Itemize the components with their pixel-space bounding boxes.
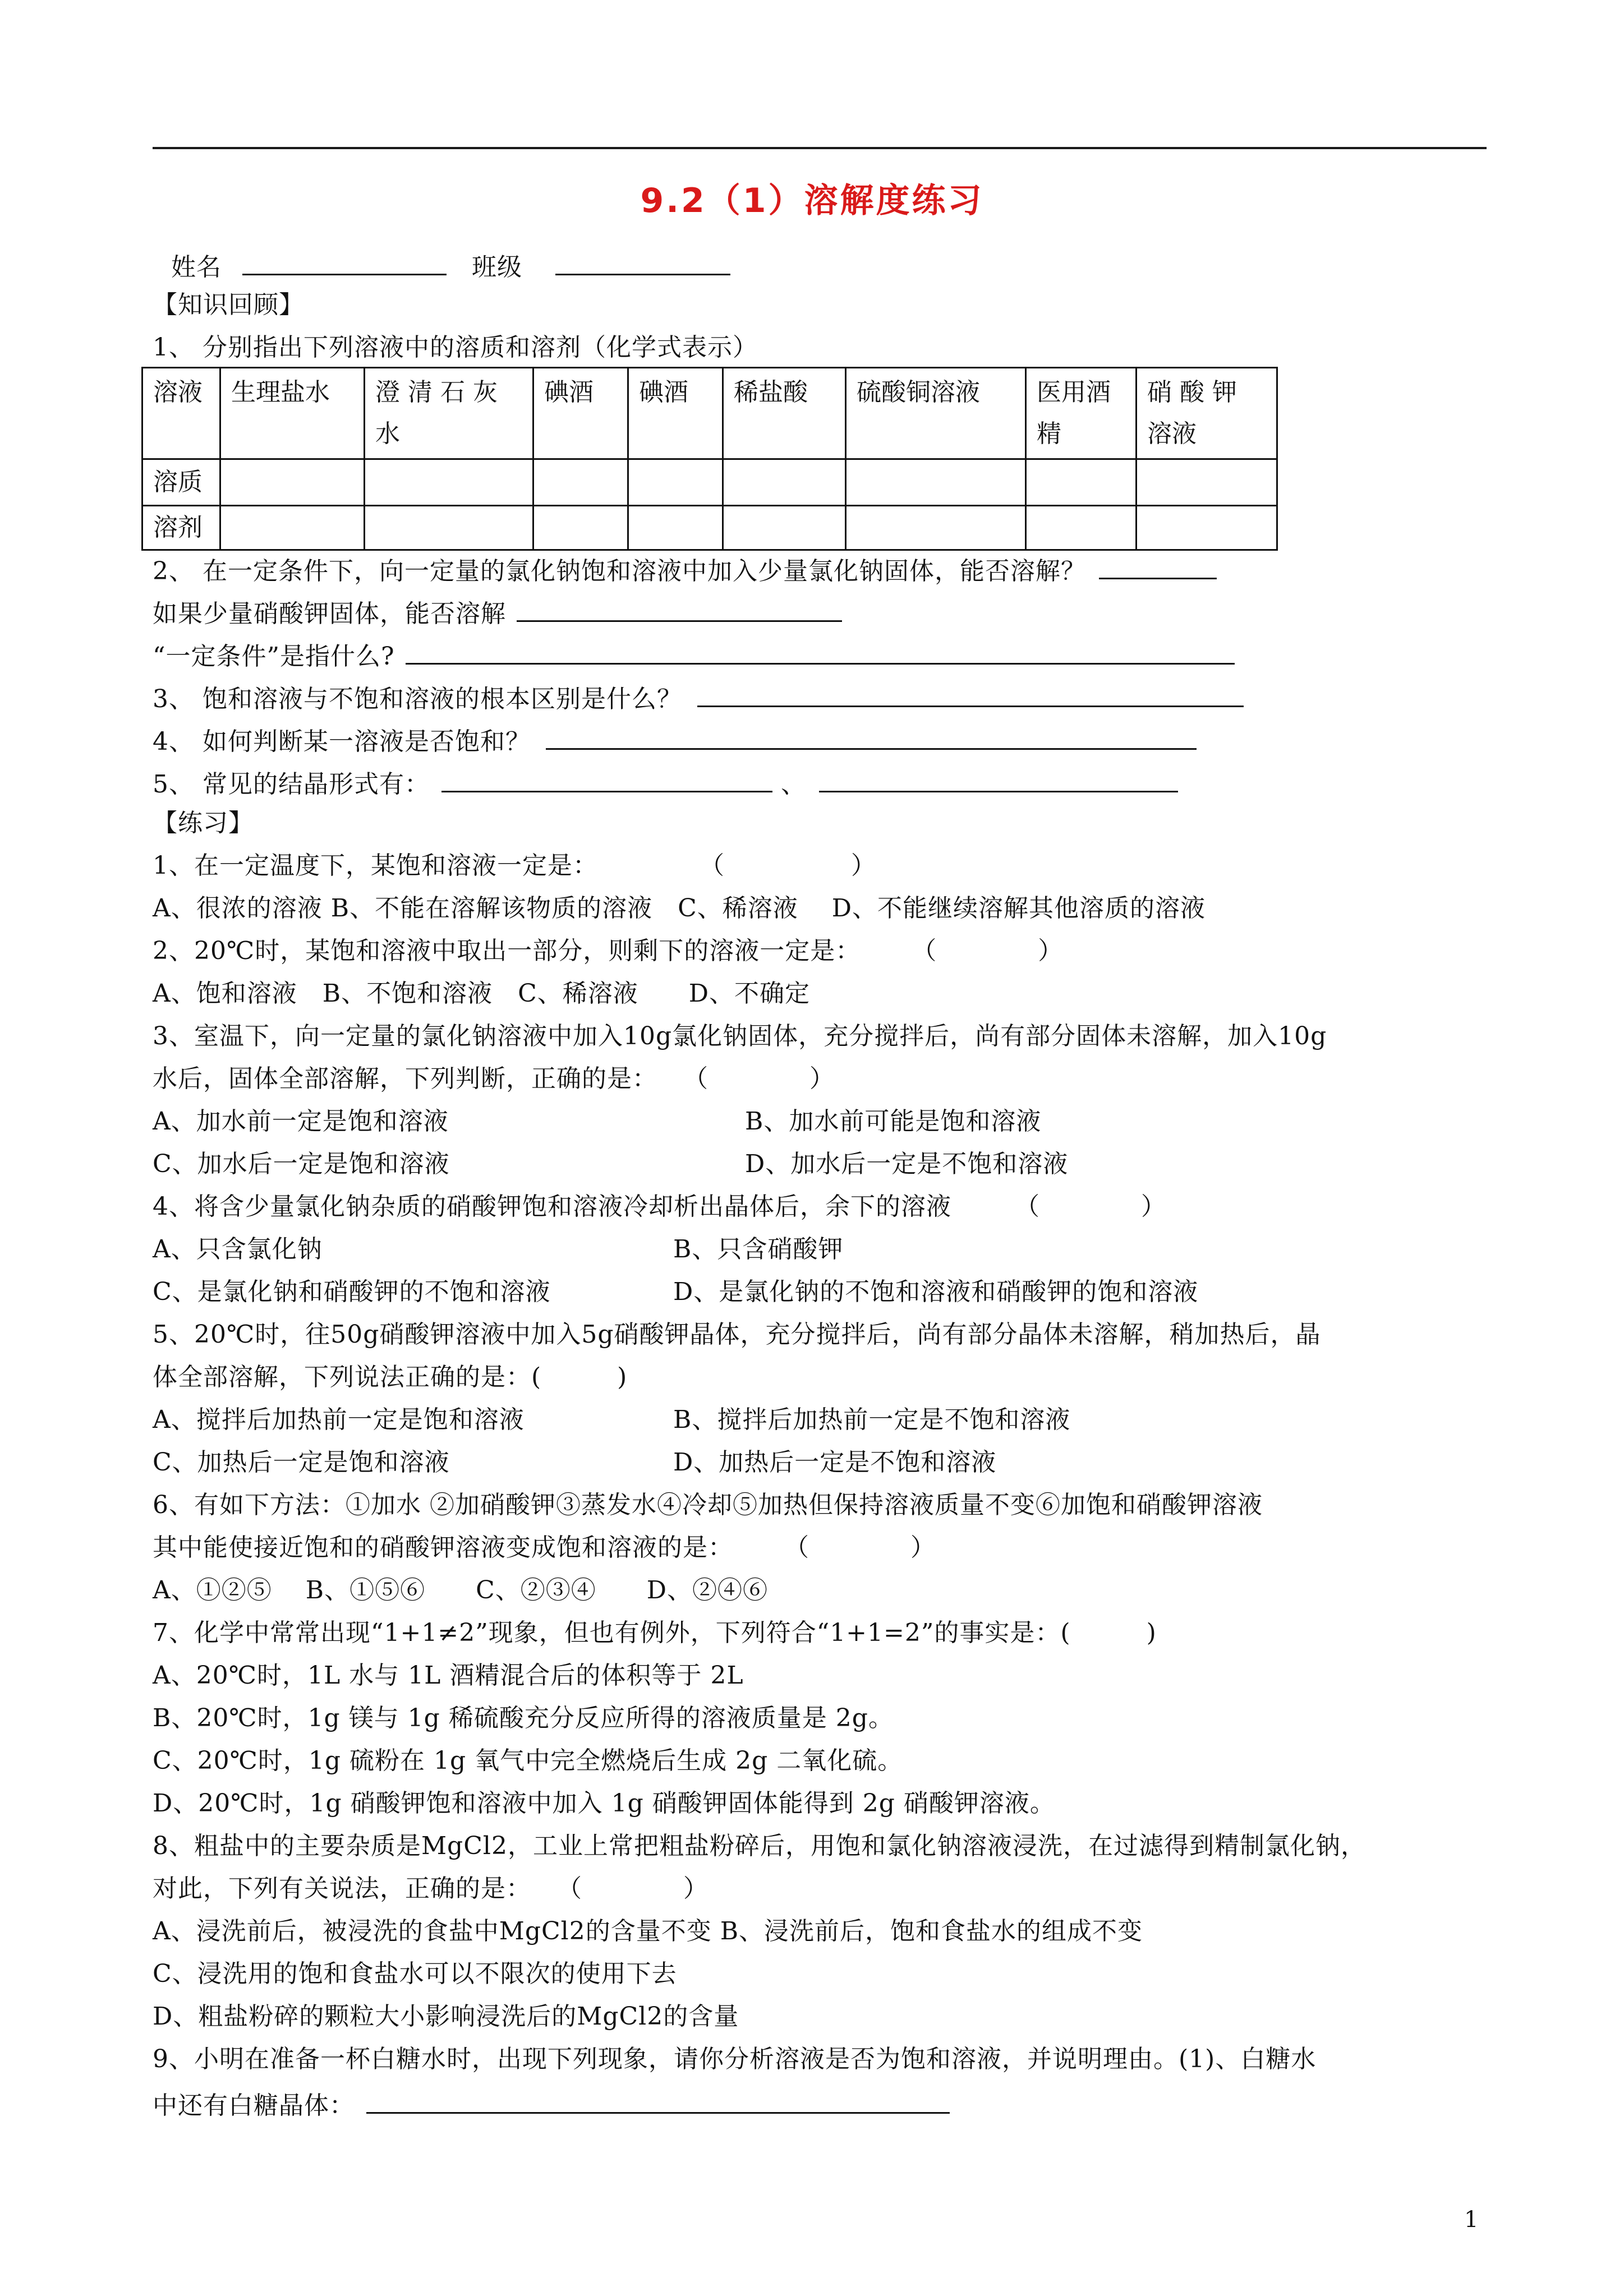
practice-q8-option-d: D、粗盐粉碎的颗粒大小影响浸洗后的MgCl2的含量 <box>153 2002 739 2031</box>
question-3-line <box>153 680 1244 715</box>
page-number: 1 <box>1464 2207 1479 2233</box>
practice-q8-option-c: C、浸洗用的饱和食盐水可以不限次的使用下去 <box>153 1960 677 1988</box>
practice-q3-option-c: C、加水后一定是饱和溶液 <box>153 1150 450 1178</box>
table-row <box>142 506 1277 550</box>
table-cell[interactable] <box>846 459 1026 506</box>
practice-q7-option-d: D、20℃时，1g 硝酸钾饱和溶液中加入 1g 硝酸钾固体能得到 2g 硝酸钾溶液。 <box>153 1789 1055 1818</box>
table-header-cell: 稀盐酸 <box>723 368 846 459</box>
practice-q5-option-c: C、加热后一定是饱和溶液 <box>153 1448 450 1477</box>
practice-q8-cont: 对此，下列有关说法，正确的是： （ ） <box>153 1874 709 1903</box>
practice-q4: 4、将含少量氯化钠杂质的硝酸钾饱和溶液冷却析出晶体后，余下的溶液 （ ） <box>153 1192 1166 1221</box>
table-header-cell: 溶液 <box>142 368 220 459</box>
practice-q6-cont: 其中能使接近饱和的硝酸钾溶液变成饱和溶液的是： （ ） <box>153 1533 936 1562</box>
practice-q5-option-a: A、搅拌后加热前一定是饱和溶液 <box>153 1405 525 1434</box>
question-4-text: 4、 如何判断某一溶液是否饱和？ <box>153 727 531 756</box>
practice-q4-option-c: C、是氯化钠和硝酸钾的不饱和溶液 <box>153 1278 551 1306</box>
practice-q5-option-b: B、搅拌后加热前一定是不饱和溶液 <box>673 1405 1071 1434</box>
practice-q1-options: A、很浓的溶液 B、不能在溶解该物质的溶液 C、稀溶液 D、不能继续溶解其他溶质的溶液 <box>153 894 1206 923</box>
question-3-text: 3、 饱和溶液与不饱和溶液的根本区别是什么？ <box>153 685 682 713</box>
table-cell[interactable] <box>1137 506 1277 550</box>
answer-field[interactable] <box>441 765 772 792</box>
table-cell[interactable] <box>1137 459 1277 506</box>
practice-q2-options: A、饱和溶液 B、不饱和溶液 C、稀溶液 D、不确定 <box>153 979 811 1008</box>
answer-field[interactable] <box>406 637 1235 665</box>
table-row-label: 溶质 <box>142 459 220 506</box>
table-cell[interactable] <box>628 506 723 550</box>
name-label: 姓名 <box>171 253 222 282</box>
solute-solvent-table <box>141 367 1278 551</box>
practice-q3-option-d: D、加水后一定是不饱和溶液 <box>745 1150 1069 1178</box>
class-field[interactable] <box>555 248 730 275</box>
answer-field[interactable] <box>517 594 842 622</box>
question-2-text: 2、 在一定条件下，向一定量的氯化钠饱和溶液中加入少量氯化钠固体，能否溶解？ <box>153 557 1086 585</box>
table-header-cell: 硝 酸 钾 溶液 <box>1137 368 1277 459</box>
practice-q3: 3、室温下，向一定量的氯化钠溶液中加入10g氯化钠固体，充分搅拌后，尚有部分固体未溶解，加入10g <box>153 1022 1327 1050</box>
practice-q7-option-a: A、20℃时，1L 水与 1L 酒精混合后的体积等于 2L <box>153 1661 744 1690</box>
question-2c-line <box>153 637 1235 672</box>
section-practice: 【练习】 <box>153 809 254 837</box>
table-cell[interactable] <box>846 506 1026 550</box>
practice-q1: 1、在一定温度下，某饱和溶液一定是： （ ） <box>153 851 876 880</box>
practice-q7-option-c: C、20℃时，1g 硫粉在 1g 氧气中完全燃烧后生成 2g 二氧化硫。 <box>153 1746 903 1775</box>
page-title: 9.2（1）溶解度练习 <box>640 181 984 220</box>
table-cell[interactable] <box>220 506 365 550</box>
practice-q5-option-d: D、加热后一定是不饱和溶液 <box>673 1448 997 1477</box>
practice-q7: 7、化学中常常出现“1+1≠2”现象，但也有例外，下列符合“1+1=2”的事实是：( ) <box>153 1619 1157 1647</box>
table-cell[interactable] <box>365 506 533 550</box>
header-rule <box>153 147 1487 149</box>
table-cell[interactable] <box>365 459 533 506</box>
table-cell[interactable] <box>533 506 628 550</box>
table-header-cell: 澄 清 石 灰 水 <box>365 368 533 459</box>
practice-q9: 9、小明在准备一杯白糖水时，出现下列现象，请你分析溶液是否为饱和溶液，并说明理由。(1)、白糖水 <box>153 2045 1317 2073</box>
question-2b-line <box>153 594 842 630</box>
answer-field[interactable] <box>697 680 1244 707</box>
practice-q8: 8、粗盐中的主要杂质是MgCl2，工业上常把粗盐粉碎后，用饱和氯化钠溶液浸洗，在过滤得到精制氯化钠， <box>153 1832 1366 1860</box>
practice-q4-option-d: D、是氯化钠的不饱和溶液和硝酸钾的饱和溶液 <box>673 1278 1199 1306</box>
table-cell[interactable] <box>533 459 628 506</box>
practice-q9-cont-line <box>153 2086 950 2122</box>
question-4-line <box>153 722 1197 758</box>
table-cell[interactable] <box>723 459 846 506</box>
name-field[interactable] <box>242 248 447 275</box>
practice-q8-option-ab: A、浸洗前后，被浸洗的食盐中MgCl2的含量不变 B、浸洗前后，饱和食盐水的组成不变 <box>153 1917 1143 1945</box>
practice-q6-options: A、①②⑤ B、①⑤⑥ C、②③④ D、②④⑥ <box>153 1576 769 1605</box>
table-header-row <box>142 368 1277 459</box>
separator-text: 、 <box>780 770 806 799</box>
answer-field[interactable] <box>819 765 1178 792</box>
table-header-cell: 生理盐水 <box>220 368 365 459</box>
table-cell[interactable] <box>628 459 723 506</box>
student-info-row <box>171 248 730 283</box>
section-review: 【知识回顾】 <box>153 291 304 319</box>
class-label: 班级 <box>472 253 522 282</box>
practice-q7-option-b: B、20℃时，1g 镁与 1g 稀硫酸充分反应所得的溶液质量是 2g。 <box>153 1704 894 1732</box>
q1-prompt: 1、 分别指出下列溶液中的溶质和溶剂（化学式表示） <box>153 333 758 362</box>
answer-field[interactable] <box>366 2086 950 2114</box>
table-cell[interactable] <box>723 506 846 550</box>
question-2c-text: “一定条件”是指什么? <box>153 642 395 671</box>
table-cell[interactable] <box>1026 506 1137 550</box>
table-header-cell: 硫酸铜溶液 <box>846 368 1026 459</box>
practice-q3-cont: 水后，固体全部溶解，下列判断，正确的是： （ ） <box>153 1064 835 1093</box>
practice-q5-cont: 体全部溶解，下列说法正确的是：( ) <box>153 1363 628 1391</box>
answer-field[interactable] <box>546 722 1197 750</box>
table-cell[interactable] <box>1026 459 1137 506</box>
table-header-cell: 医用酒精 <box>1026 368 1137 459</box>
question-5-line <box>153 765 1178 800</box>
practice-q2: 2、20℃时，某饱和溶液中取出一部分，则剩下的溶液一定是： （ ） <box>153 937 1064 965</box>
practice-q4-option-a: A、只含氯化钠 <box>153 1235 323 1264</box>
practice-q6: 6、有如下方法：①加水 ②加硝酸钾③蒸发水④冷却⑤加热但保持溶液质量不变⑥加饱和硝酸钾溶液 <box>153 1491 1263 1519</box>
practice-q5: 5、20℃时，往50g硝酸钾溶液中加入5g硝酸钾晶体，充分搅拌后，尚有部分晶体未溶解，稍加热后，晶 <box>153 1320 1321 1349</box>
practice-q3-option-b: B、加水前可能是饱和溶液 <box>745 1107 1042 1136</box>
practice-q4-option-b: B、只含硝酸钾 <box>673 1235 844 1264</box>
table-row <box>142 459 1277 506</box>
table-header-cell: 碘酒 <box>628 368 723 459</box>
practice-q9-cont: 中还有白糖晶体： <box>153 2091 355 2120</box>
table-header-cell: 碘酒 <box>533 368 628 459</box>
table-row-label: 溶剂 <box>142 506 220 550</box>
question-2-line <box>153 552 1217 587</box>
practice-q3-option-a: A、加水前一定是饱和溶液 <box>153 1107 449 1136</box>
table-cell[interactable] <box>220 459 365 506</box>
answer-field[interactable] <box>1099 552 1217 579</box>
question-2b-text: 如果少量硝酸钾固体，能否溶解 <box>153 600 506 628</box>
question-5-text: 5、 常见的结晶形式有： <box>153 770 430 799</box>
